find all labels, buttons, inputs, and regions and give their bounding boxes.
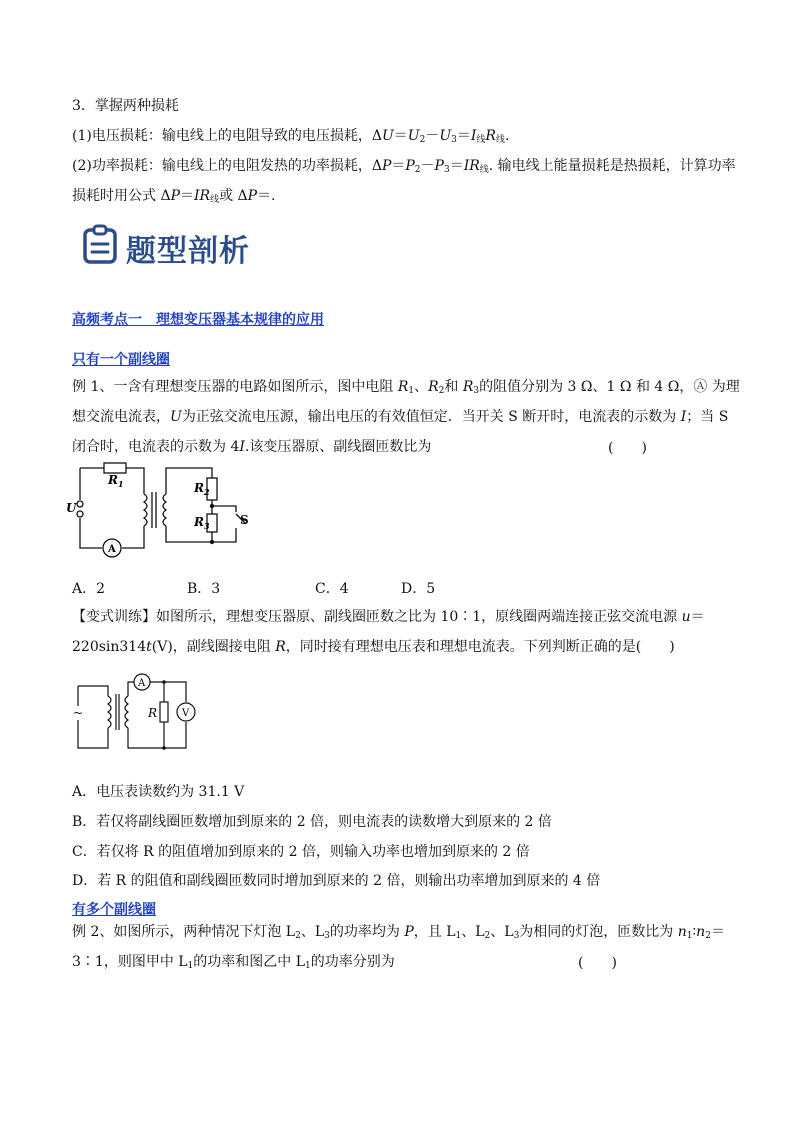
variant-line1: 【变式训练】如图所示，理想变压器原、副线圈匝数之比为 10∶1，原线圈两端连接正弦交流电源 u＝ (72, 609, 705, 625)
example2-line1: 例 2、如图所示，两种情况下灯泡 $L_2$、$L_3$的功率均为 P，且 $L_1$、$L_2$、$L_3$为相同的灯泡，匝数比为 $n_1∶n_2=$ (72, 924, 725, 941)
label-R: R (148, 706, 158, 720)
label-A: A (108, 544, 116, 555)
subheading-multiple-coils[interactable]: 有多个副线圈 (72, 902, 156, 918)
label-R1: $R_1$ (108, 473, 124, 489)
variant-option-b[interactable]: B．若仅将副线圈匝数增加到原来的 2 倍，则电流表的读数增大到原来的 2 倍 (72, 814, 552, 830)
label-S: S (240, 513, 249, 527)
variant-option-a[interactable]: A．电压表读数约为 31.1 V (72, 784, 245, 800)
topic-heading[interactable]: 高频考点一 理想变压器基本规律的应用 (72, 312, 324, 328)
example1-answer-paren: ( ) (608, 440, 647, 456)
example1-line3: 闭合时，电流表的示数为 4I.该变压器原、副线圈匝数比为 (72, 439, 432, 455)
circuit-diagram-2 (68, 672, 218, 754)
example1-options (72, 578, 435, 598)
option-c[interactable]: C．4 (315, 581, 349, 597)
example1-line1: 例 1、一含有理想变压器的电路如图所示，图中电阻 $R_1$、$R_2$和 $R_3$的阻值分别为 3 Ω、1 Ω 和 4 Ω，Ⓐ 为理 (72, 379, 740, 396)
option-b[interactable]: B．3 (187, 581, 221, 597)
example2-line2: 3∶1，则图甲中 $L_1$的功率和图乙中 $L_1$的功率分别为 (72, 954, 395, 971)
example1-line2: 想交流电流表，U为正弦交流电压源，输出电压的有效值恒定．当开关 S 断开时，电流表的示数为 I；当 S (72, 409, 729, 425)
banner-title: 题型剖析 (126, 234, 250, 269)
label-R2: $R_2$ (194, 481, 210, 497)
clipboard-icon (80, 224, 120, 264)
label-A2: A (138, 678, 146, 689)
example2-answer-paren: ( ) (578, 955, 617, 971)
option-d[interactable]: D．5 (401, 581, 436, 597)
label-R3: $R_3$ (194, 515, 210, 531)
option-a[interactable]: A．2 (72, 581, 106, 597)
label-ac-source: ~ (73, 706, 84, 720)
circuit-diagram-1 (68, 460, 258, 556)
label-V: V (182, 708, 190, 719)
section3-item1: (1)电压损耗：输电线上的电阻导致的电压损耗，$\Delta U=U_2-U_3=I_线R_线$. (72, 128, 510, 145)
variant-line2: 220sin314t(V)，副线圈接电阻 R，同时接有理想电压表和理想电流表。下列判断正确的是( ) (72, 639, 675, 655)
label-U: U (66, 501, 77, 515)
section3-item2: (2)功率损耗：输电线上的电阻发热的功率损耗，$\Delta P=P_2-P_3=IR_线$. 输电线上能量损耗是热损耗，计算功率 (72, 158, 736, 175)
section3-title: 3．掌握两种损耗 (72, 98, 179, 114)
variant-option-c[interactable]: C．若仅将 R 的阻值增加到原来的 2 倍，则输入功率也增加到原来的 2 倍 (72, 844, 530, 860)
subheading-single-coil[interactable]: 只有一个副线圈 (72, 352, 170, 368)
variant-option-d[interactable]: D．若 R 的阻值和副线圈匝数同时增加到原来的 2 倍，则输出功率增加到原来的 4 倍 (72, 873, 601, 889)
section3-item2-cont: 损耗时用公式 $\Delta P=IR_线$或 ΔP＝. (72, 188, 276, 205)
